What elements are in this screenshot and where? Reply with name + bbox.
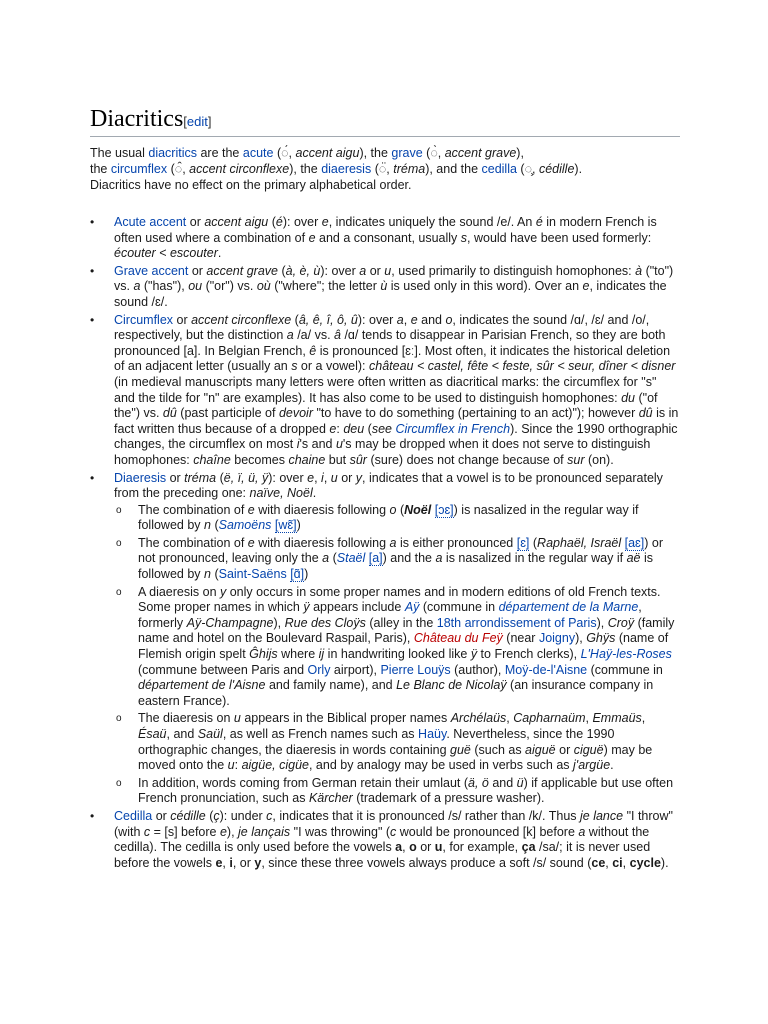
edit-section: [edit] — [183, 114, 212, 129]
ipa-link[interactable]: [ɑ̃] — [290, 567, 305, 582]
link-grave-accent[interactable]: Grave accent — [114, 263, 189, 278]
list-item-grave: • Grave accent or accent grave (à, è, ù): over a or u, used primarily to distinguish homophones: à ("to") vs. a ("has"), ou ("or") vs. où ("where"; the letter ù is used only in this word). Over an e, indicates the sound /ɛ/. — [90, 264, 680, 311]
link-diaeresis-item[interactable]: Diaeresis — [114, 470, 167, 485]
link-cedilla[interactable]: cedilla — [481, 162, 517, 176]
link-departement-marne[interactable]: département de la Marne — [498, 600, 639, 615]
sublist-item: o The combination of e with diaeresis following a is either pronounced [ɛ] (Raphaël, Israël [aɛ]) or not pronounced, leaving only the a (Staël [a]) and the a is nasalized in the regular way if aë is followed by n (Saint-Saëns [ɑ̃]) — [114, 536, 680, 583]
link-diaeresis[interactable]: diaeresis — [321, 162, 372, 176]
link-grave[interactable]: grave — [391, 146, 423, 160]
link-acute[interactable]: acute — [242, 146, 274, 160]
section-heading: Diacritics — [90, 106, 184, 132]
edit-link[interactable]: edit — [186, 114, 208, 129]
list-item-diaeresis: • Diaeresis or tréma (ë, ï, ü, ÿ): over e, i, u or y, indicates that a vowel is to be pronounced separately from the preceding one: naïve, Noël. o The combination of e with diaeresis following o (Noël [ɔɛ]) is nasalized in the regular way if followed by n (Samoëns [wɛ̃]) o The combination of e with diaeresis following a is either pronounced [ɛ] (Raphaël, Israël [aɛ]) or not pronounced, leaving only the a (Staël [a]) and the a is nasalized in the regular way if aë is followed by n (Saint-Saëns [ɑ̃]) o A diaeresis on y only occurs in some proper names and in modern editions of old French texts. Some proper names in which ÿ appears include Aÿ (commune in département de la Marne, formerly Aÿ-Champagne), Rue des Cloÿs (alley in the 18th arrondissement of Paris), Croÿ (family name and hotel on the Boulevard Raspail, Paris), Château du Feÿ (near Joigny), Ghÿs (name of Flemish origin spelt Ĝhijs where ij in handwriting looked like ÿ to French clerks), L'Haÿ-les-Roses (commune between Paris and Orly airport), Pierre Louÿs (author), Moÿ-de-l'Aisne (commune in département de l'Aisne and family name), and Le Blanc de Nicolaÿ (an insurance company in eastern France). o The diaeresis on u appears in the Biblical proper names Archélaüs, Capharnaüm, Emmaüs, Ésaü, and Saül, as well as French names such as Haüy. Nevertheless, since the 1990 orthographic changes, the diaeresis in words containing guë (such as aiguë or ciguë) may be moved onto the u: aigüe, cigüe, and by analogy may be used in verbs such as j'argüe. o In addition, words coming from German retain their umlaut (ä, ö and ü) if applicable but use often French pronunciation, such as Kärcher (trademark of a pressure washer). — [90, 471, 680, 807]
link-hauy[interactable]: Haüy — [418, 727, 447, 741]
sublist-item: o In addition, words coming from German retain their umlaut (ä, ö and ü) if applicable but use often French pronunciation, such as Kärcher (trademark of a pressure washer). — [114, 776, 680, 807]
link-pierre-louys[interactable]: Pierre Louÿs — [380, 662, 451, 677]
link-saint-saens[interactable]: Saint-Saëns — [218, 567, 287, 582]
diaeresis-sublist — [114, 503, 680, 807]
article-section — [90, 104, 680, 873]
link-joigny[interactable]: Joigny — [538, 631, 576, 646]
link-acute-accent[interactable]: Acute accent — [114, 215, 187, 229]
sublist-item: o A diaeresis on y only occurs in some proper names and in modern editions of old French texts. Some proper names in which ÿ appears include Aÿ (commune in département de la Marne, formerly Aÿ-Champagne), Rue des Cloÿs (alley in the 18th arrondissement of Paris), Croÿ (family name and hotel on the Boulevard Raspail, Paris), Château du Feÿ (near Joigny), Ghÿs (name of Flemish origin spelt Ĝhijs where ij in handwriting looked like ÿ to French clerks), L'Haÿ-les-Roses (commune between Paris and Orly airport), Pierre Louÿs (author), Moÿ-de-l'Aisne (commune in département de l'Aisne and family name), and Le Blanc de Nicolaÿ (an insurance company in eastern France). — [114, 585, 680, 710]
link-chateau-du-fey[interactable]: Château du Feÿ — [413, 631, 503, 646]
ipa-link[interactable]: [ɛ] — [516, 535, 530, 550]
link-ay[interactable]: Aÿ — [404, 600, 420, 615]
list-item-acute: • Acute accent or accent aigu (é): over e, indicates uniquely the sound /e/. An é in modern French is often used where a combination of e and a consonant, usually s, would have been used formerly: écouter < escouter. — [90, 215, 680, 262]
ipa-link[interactable]: [wɛ̃] — [274, 518, 297, 533]
sublist-item: o The diaeresis on u appears in the Biblical proper names Archélaüs, Capharnaüm, Emmaüs, Ésaü, and Saül, as well as French names such as Haüy. Nevertheless, since the 1990 orthographic changes, the diaeresis in words containing guë (such as aiguë or ciguë) may be moved onto the u: aigüe, cigüe, and by analogy may be used in verbs such as j'argüe. — [114, 711, 680, 773]
link-stael[interactable]: Staël — [336, 551, 366, 566]
link-circumflex-in-french[interactable]: Circumflex in French — [395, 421, 511, 436]
list-item-circumflex: • Circumflex or accent circonflexe (â, ê, î, ô, û): over a, e and o, indicates the sound /ɑ/, /ɛ/ and /o/, respectively, but the distinction a /a/ vs. â /ɑ/ tends to disappear in Parisian French, so they are both pronounced [a]. In Belgian French, ê is pronounced [ɛː]. Most often, it indicates the historical deletion of an adjacent letter (usually an s or a vowel): château < castel, fête < feste, sûr < seur, dîner < disner (in medieval manuscripts many letters were often written as diacritical marks: the circumflex for "s" and the tilde for "n" are examples). It has also come to be used to distinguish homophones: du ("of the") vs. dû (past participle of devoir "to have to do something (pertaining to an act)"); however dû is in fact written thus because of a dropped e: deu (see Circumflex in French). Since the 1990 orthographic changes, the circumflex on most i's and u's may be dropped when it does not serve to distinguish homophones: chaîne becomes chaine but sûr (sure) does not change because of sur (on). — [90, 313, 680, 469]
link-moy-de-laisne[interactable]: Moÿ-de-l'Aisne — [504, 662, 588, 677]
list-item-cedilla: • Cedilla or cédille (ç): under c, indicates that it is pronounced /s/ rather than /k/. Thus je lance "I throw" (with c = [s] before e), je lançais "I was throwing" (c would be pronounced [k] before a without the cedilla). The cedilla is only used before the vowels a, o or u, for example, ça /sa/; it is never used before the vowels e, i, or y, since these three vowels always produce a soft /s/ sound (ce, ci, cycle). — [90, 809, 680, 871]
ipa-link[interactable]: [aɛ] — [624, 535, 645, 550]
link-cedilla-item[interactable]: Cedilla — [114, 808, 153, 823]
diacritics-list — [90, 215, 680, 871]
link-18th-arrondissement[interactable]: 18th arrondissement of Paris — [436, 615, 597, 630]
section-heading-row — [90, 104, 680, 137]
intro-paragraph: The usual diacritics are the acute (◌́, accent aigu), the grave (◌̀, accent grave), the circumflex (◌̂, accent circonflexe), the diaeresis (◌̈, tréma), and the cedilla (◌̧, cédille). Diacritics have no effect on the primary alphabetical order. — [90, 146, 583, 192]
link-circumflex[interactable]: circumflex — [110, 162, 168, 176]
link-orly[interactable]: Orly — [307, 662, 331, 677]
link-samoens[interactable]: Samoëns — [218, 518, 272, 533]
link-circumflex-item[interactable]: Circumflex — [114, 312, 174, 327]
link-lhay-les-roses[interactable]: L'Haÿ-les-Roses — [580, 647, 672, 662]
ipa-link[interactable]: [ɔɛ] — [434, 502, 454, 517]
ipa-link[interactable]: [a] — [368, 551, 383, 566]
link-diacritics[interactable]: diacritics — [148, 146, 197, 160]
sublist-item: o The combination of e with diaeresis following o (Noël [ɔɛ]) is nasalized in the regular way if followed by n (Samoëns [wɛ̃]) — [114, 503, 680, 534]
